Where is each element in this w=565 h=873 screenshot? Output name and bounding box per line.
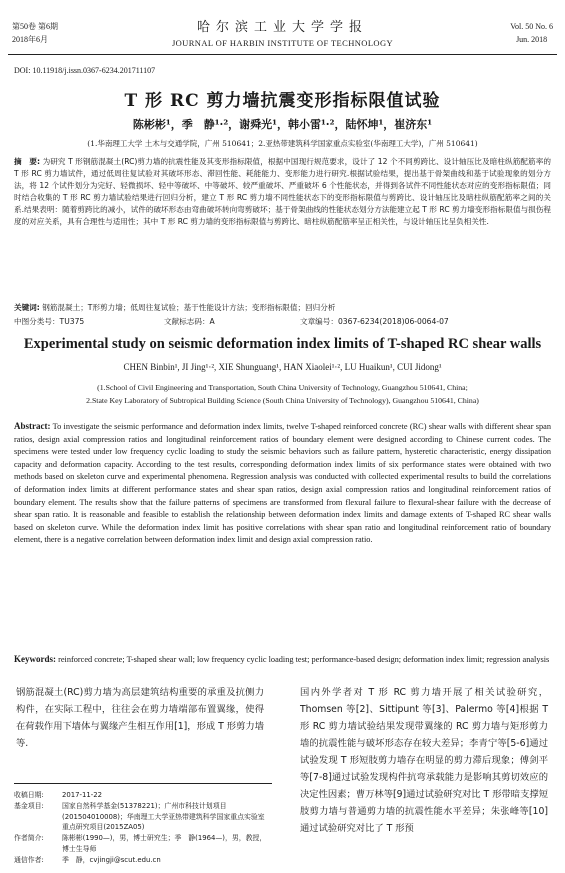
body-column-right — [300, 684, 548, 837]
clc-number: 中图分类号：TU375 — [14, 317, 85, 326]
keywords-en-label: Keywords: — [14, 654, 56, 664]
abstract-en-text: To investigate the seismic performance and deformation index limits, twelve T-shaped reinforced concrete (RC) shear walls with different shear span ratios, design axial compression ratios and longitudinal reinforcement ratios of boundary element were designed according to Chinese current codes. The specimens were tested under low frequency cyclic loading to study the seismic behaviors such as failure pattern, hysteretic characteristic, energy dissipation capacity and deformation capacity. According to the test results, corresponding deformation index limits of six performance states were obtained with two methods based on skeleton curve and experimental phenomena. Regression analysis was conducted with collected experimental results to build the correlations of deformation index limits at different performance states and shear span ratios, design axial compression ratios and longitudinal reinforcement ratios of boundary element. The results show that the failure patterns of specimens are transformed from flexural failure to flexural-shear failure with the decrease of shear span ratio. It is reasonable and feasible to establish the relationship between deformation index limits and damage extents of T-shaped RC shear walls based on skeleton curve. While the deformation index limit has positive correlations with shear span ratio and longitudinal reinforcement ratio of boundary element, there is a negative correlation between deformation index limit and design axial compression ratio. — [14, 422, 551, 545]
keywords-cn-text: 钢筋混凝土；T形剪力墙；低周往复试验；基于性能设计方法；变形指标限值；回归分析 — [42, 303, 336, 312]
footnote-authors — [14, 833, 272, 855]
date-en: Jun. 2018 — [516, 35, 548, 44]
title-cn: T 形 RC 剪力墙抗震变形指标限值试验 — [124, 91, 441, 111]
affiliation-en-line-1: (1.School of Civil Engineering and Transportation, South China University of Technology, Guangzhou 510641, China; — [97, 383, 468, 392]
keywords-en — [14, 653, 551, 667]
footnote-key: 收稿日期: — [14, 791, 44, 799]
abstract-cn-label: 摘 要: — [14, 157, 41, 166]
footnote-received — [14, 790, 272, 801]
authors-en: CHEN Binbin¹, JI Jing¹·², XIE Shunguang¹, HAN Xiaolei¹·², LU Huaikun¹, CUI Jidong¹ — [123, 362, 442, 372]
affiliation-en-line-2: 2.State Key Laboratory of Subtropical Building Science (South China University of Technology), Guangzhou 510641, China) — [86, 396, 479, 405]
footnote-key: 作者简介: — [14, 834, 44, 843]
footnote-key: 通信作者: — [14, 855, 44, 864]
date-cn: 2018年6月 — [12, 35, 48, 44]
footnote-value: 国家自然科学基金(51378221)；广州市科技计划项目(201504010008)；华南理工大学亚热带建筑科学国家重点实验室重点研究项目(2015ZA05) — [62, 801, 265, 832]
journal-name-en: JOURNAL OF HARBIN INSTITUTE OF TECHNOLOGY — [171, 38, 394, 48]
authors-cn: 陈彬彬¹，季 静¹·²，谢舜光¹，韩小雷¹·²，陆怀坤¹，崔济东¹ — [132, 118, 433, 131]
footnote-corresponding — [14, 855, 272, 866]
footnote-funding — [14, 801, 272, 833]
body-right-text: 国内外学者对 T 形 RC 剪力墙开展了相关试验研究，Thomsen 等[2]、Sittipunt 等[3]、Palermo 等[4]根据 T 形 RC 剪力墙试验结果发现带翼缘的 RC 剪力墙与矩形剪力墙的抗震性能与破坏形态存在较大差异；李青宁等[5-6]通过试验发现 T 形短肢剪力墙存在明显的剪力滞后现象；傅剑平等[7-8]通过试验发现构件抗弯承载能力是影响其剪切效应的决定性因素；曹万林等[9]通过试验研究对比 T 形带暗支撑短肢剪力墙与普通剪力墙的抗震性能水平差异；朱张峰等[10]通过试验研究对比了 T 形预 — [300, 687, 548, 834]
footnote-block — [14, 783, 272, 866]
abstract-en-label: Abstract: — [14, 421, 51, 431]
doi: DOI: 10.11918/j.issn.0367-6234.201711107 — [14, 66, 156, 75]
keywords-en-text: reinforced concrete; T-shaped shear wall; low frequency cyclic loading test; performance-based design; deformation index limit; regression analysis — [58, 655, 550, 664]
keywords-cn — [14, 302, 551, 313]
body-left-text: 钢筋混凝土(RC)剪力墙为高层建筑结构重要的承重及抗侧力构件，在实际工程中，往往会在剪力墙端部布置翼缘，使得在荷载作用下墙体与翼缘产生相互作用[1]，形成 T 形剪力墙等. — [16, 687, 264, 749]
journal-header — [8, 14, 557, 55]
footnote-value: 2017-11-22 — [62, 791, 103, 799]
affiliation-en — [14, 381, 551, 407]
header-right — [510, 20, 553, 46]
body-column-left — [16, 684, 264, 752]
volume-issue-en: Vol. 50 No. 6 — [510, 22, 553, 31]
abstract-cn-text: 为研究 T 形钢筋混凝土(RC)剪力墙的抗震性能及其变形指标限值，根据中国现行规范要求，设计了 12 个不同剪跨比、设计轴压比及暗柱纵筋配筋率的 T 形 RC 剪力墙试件，通过低周往复试验对其破坏形态、滞回性能、耗能能力、变形能力进行研究.根据试验结果，提出基于骨架曲线和基于试验现象的划分方法，将 12 个试件划分为完好、轻微损坏、轻中等破坏、中等破坏、较严重破坏、严重破坏 6 个性能状态，并得到各试件不同性能状态对应的变形指标限值；同时结合收集的 T 形 RC 剪力墙试验结果进行回归分析，建立 T 形 RC 剪力墙不同性能状态下的变形指标限值与剪跨比、设计轴压比及暗柱纵筋配筋率之间的关系.结果表明：随着剪跨比的减小，试件的破坏形态由弯曲破坏转向弯剪破坏；基于骨架曲线的性能状态划分方法能建立起 T 形 RC 剪力墙变形指标限值与损伤程度的对应关系，具有合理性与适用性；其中 T 形 RC 剪力墙的变形指标限值与剪跨比、暗柱纵筋配筋率呈正相关性，与设计轴压比呈负相关性. — [14, 157, 551, 226]
header-center — [8, 16, 557, 48]
affiliation-cn: (1.华南理工大学 土木与交通学院，广州 510641；2.亚热带建筑科学国家重点实验室(华南理工大学)，广州 510641) — [87, 139, 478, 148]
title-en: Experimental study on seismic deformation index limits of T-shaped RC shear walls — [23, 336, 542, 352]
journal-name-cn: 哈尔滨工业大学学报 — [196, 20, 368, 35]
keywords-cn-label: 关键词: — [14, 303, 40, 312]
volume-issue-cn: 第50卷 第6期 — [12, 22, 58, 31]
abstract-cn — [14, 156, 551, 228]
abstract-en — [14, 420, 551, 547]
footnote-key: 基金项目: — [14, 801, 44, 810]
document-code: 文献标志码：A — [164, 317, 215, 326]
article-number: 文章编号：0367-6234(2018)06-0064-07 — [300, 317, 449, 326]
footnote-value: 陈彬彬(1990—)，男，博士研究生；季 静(1964—)，男，教授，博士生导师 — [62, 834, 267, 853]
footnote-value: 季 静，cvjingji@scut.edu.cn — [62, 855, 161, 864]
